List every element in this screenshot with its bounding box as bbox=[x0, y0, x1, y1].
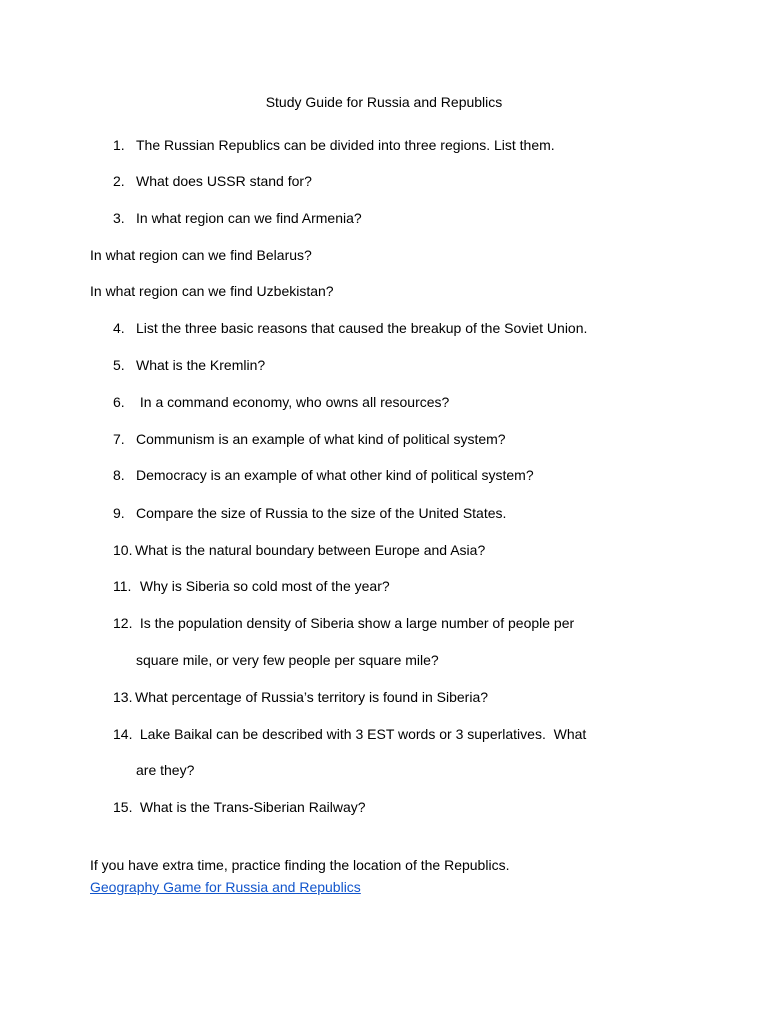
question-12-continuation: square mile, or very few people per square mile? bbox=[136, 652, 439, 668]
question-number: 14. bbox=[113, 726, 133, 742]
question-number: 9. bbox=[113, 505, 125, 521]
question-number: 10. bbox=[113, 542, 133, 558]
question-number: 8. bbox=[113, 467, 125, 483]
question-text: What is the Trans-Siberian Railway? bbox=[136, 799, 366, 815]
extra-time-note: If you have extra time, practice finding the location of the Republics. bbox=[90, 857, 510, 873]
question-text: Compare the size of Russia to the size of the United States. bbox=[136, 505, 507, 521]
geography-game-link[interactable]: Geography Game for Russia and Republics bbox=[90, 879, 361, 895]
question-text: In a command economy, who owns all resources? bbox=[136, 394, 450, 410]
question-number: 4. bbox=[113, 320, 125, 336]
question-number: 5. bbox=[113, 357, 125, 373]
question-number: 11. bbox=[113, 578, 132, 594]
question-text: Lake Baikal can be described with 3 EST words or 3 superlatives. What bbox=[136, 726, 587, 742]
question-3-sub-belarus: In what region can we find Belarus? bbox=[90, 247, 312, 263]
question-text: Democracy is an example of what other kind of political system? bbox=[136, 467, 534, 483]
document-title: Study Guide for Russia and Republics bbox=[265, 94, 503, 110]
question-number: 2. bbox=[113, 173, 125, 189]
question-text: What does USSR stand for? bbox=[136, 173, 312, 189]
question-text: What percentage of Russia’s territory is found in Siberia? bbox=[135, 689, 489, 705]
question-number: 6. bbox=[113, 394, 125, 410]
question-14-continuation: are they? bbox=[136, 762, 195, 778]
question-number: 15. bbox=[113, 799, 133, 815]
question-text: The Russian Republics can be divided into three regions. List them. bbox=[136, 137, 555, 153]
question-number: 13. bbox=[113, 689, 133, 705]
question-text: List the three basic reasons that caused the breakup of the Soviet Union. bbox=[136, 320, 588, 336]
question-text: What is the Kremlin? bbox=[136, 357, 266, 373]
question-text: Why is Siberia so cold most of the year? bbox=[136, 578, 390, 594]
question-text: What is the natural boundary between Europe and Asia? bbox=[135, 542, 486, 558]
question-number: 3. bbox=[113, 210, 125, 226]
question-number: 12. bbox=[113, 615, 133, 631]
question-3-sub-uzbekistan: In what region can we find Uzbekistan? bbox=[90, 283, 334, 299]
question-text: Communism is an example of what kind of political system? bbox=[136, 431, 506, 447]
question-text: In what region can we find Armenia? bbox=[136, 210, 362, 226]
question-number: 1. bbox=[113, 137, 125, 153]
question-text: Is the population density of Siberia show a large number of people per bbox=[136, 615, 575, 631]
question-number: 7. bbox=[113, 431, 125, 447]
